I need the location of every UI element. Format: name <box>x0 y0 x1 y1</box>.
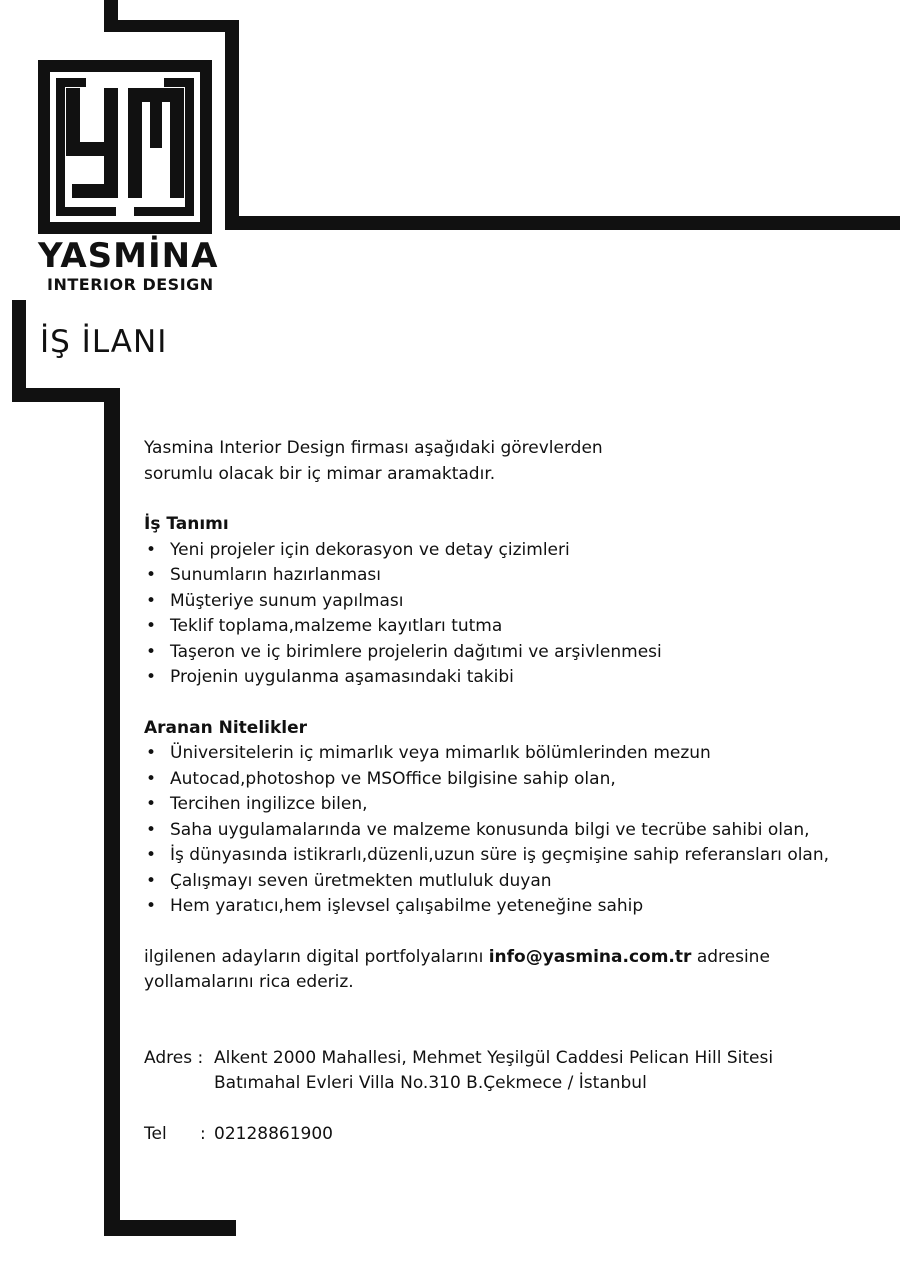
tel-row <box>144 1122 884 1148</box>
page-title: İŞ İLANI <box>40 324 168 360</box>
intro-line-1: Yasmina Interior Design firması aşağıdaki görevlerden <box>144 438 603 458</box>
application-email-link[interactable]: info@yasmina.com.tr <box>488 946 692 967</box>
list-item: • Teklif toplama,malzeme kayıtları tutma <box>144 614 884 640</box>
address-row <box>144 1046 884 1072</box>
list-item: • Yeni projeler için dekorasyon ve detay çizimleri <box>144 538 884 564</box>
application-text-after: adresine <box>696 946 770 967</box>
application-line-1 <box>144 945 884 971</box>
list-item: • Sunumların hazırlanması <box>144 563 884 589</box>
address-line-1: Alkent 2000 Mahallesi, Mehmet Yeşilgül Caddesi Pelican Hill Sitesi <box>214 1047 774 1068</box>
brand-logo-icon <box>38 60 212 234</box>
address-row-2 <box>144 1071 884 1097</box>
address-label: Adres : <box>144 1047 204 1068</box>
tel-separator: : <box>200 1123 206 1144</box>
intro-line-2: sorumlu olacak bir iç mimar aramaktadır. <box>144 463 496 484</box>
brand-name: YASMİNA <box>38 236 219 276</box>
job-description-list <box>144 538 884 691</box>
list-item: • Projenin uygulanma aşamasındaki takibi <box>144 665 884 691</box>
list-item: • Autocad,photoshop ve MSOffice bilgisine sahip olan, <box>144 767 884 793</box>
list-item: • Hem yaratıcı,hem işlevsel çalışabilme yeteneğine sahip <box>144 894 884 920</box>
address-line-2: Batımahal Evleri Villa No.310 B.Çekmece / İstanbul <box>214 1073 647 1093</box>
application-text-before: ilgilenen adayların digital portfolyalarını <box>144 946 484 967</box>
list-item: • Müşteriye sunum yapılması <box>144 589 884 615</box>
job-posting-body <box>144 436 884 1147</box>
tel-value[interactable]: 02128861900 <box>214 1123 333 1144</box>
job-description-heading: İş Tanımı <box>144 514 229 534</box>
list-item: • Saha uygulamalarında ve malzeme konusunda bilgi ve tecrübe sahibi olan, <box>144 818 884 844</box>
qualifications-list <box>144 741 884 920</box>
list-item: • Taşeron ve iç birimlere projelerin dağıtımi ve arşivlenmesi <box>144 640 884 666</box>
application-line-2: yollamalarını rica ederiz. <box>144 972 354 992</box>
list-item: • Üniversitelerin iç mimarlık veya mimarlık bölümlerinden mezun <box>144 741 884 767</box>
list-item: • Tercihen ingilizce bilen, <box>144 792 884 818</box>
qualifications-heading: Aranan Nitelikler <box>144 717 308 738</box>
brand-subtitle: INTERIOR DESIGN <box>47 275 214 294</box>
tel-label: Tel <box>144 1123 167 1144</box>
list-item: • Çalışmayı seven üretmekten mutluluk duyan <box>144 869 884 895</box>
list-item: • İş dünyasında istikrarlı,düzenli,uzun süre iş geçmişine sahip referansları olan, <box>144 843 884 869</box>
